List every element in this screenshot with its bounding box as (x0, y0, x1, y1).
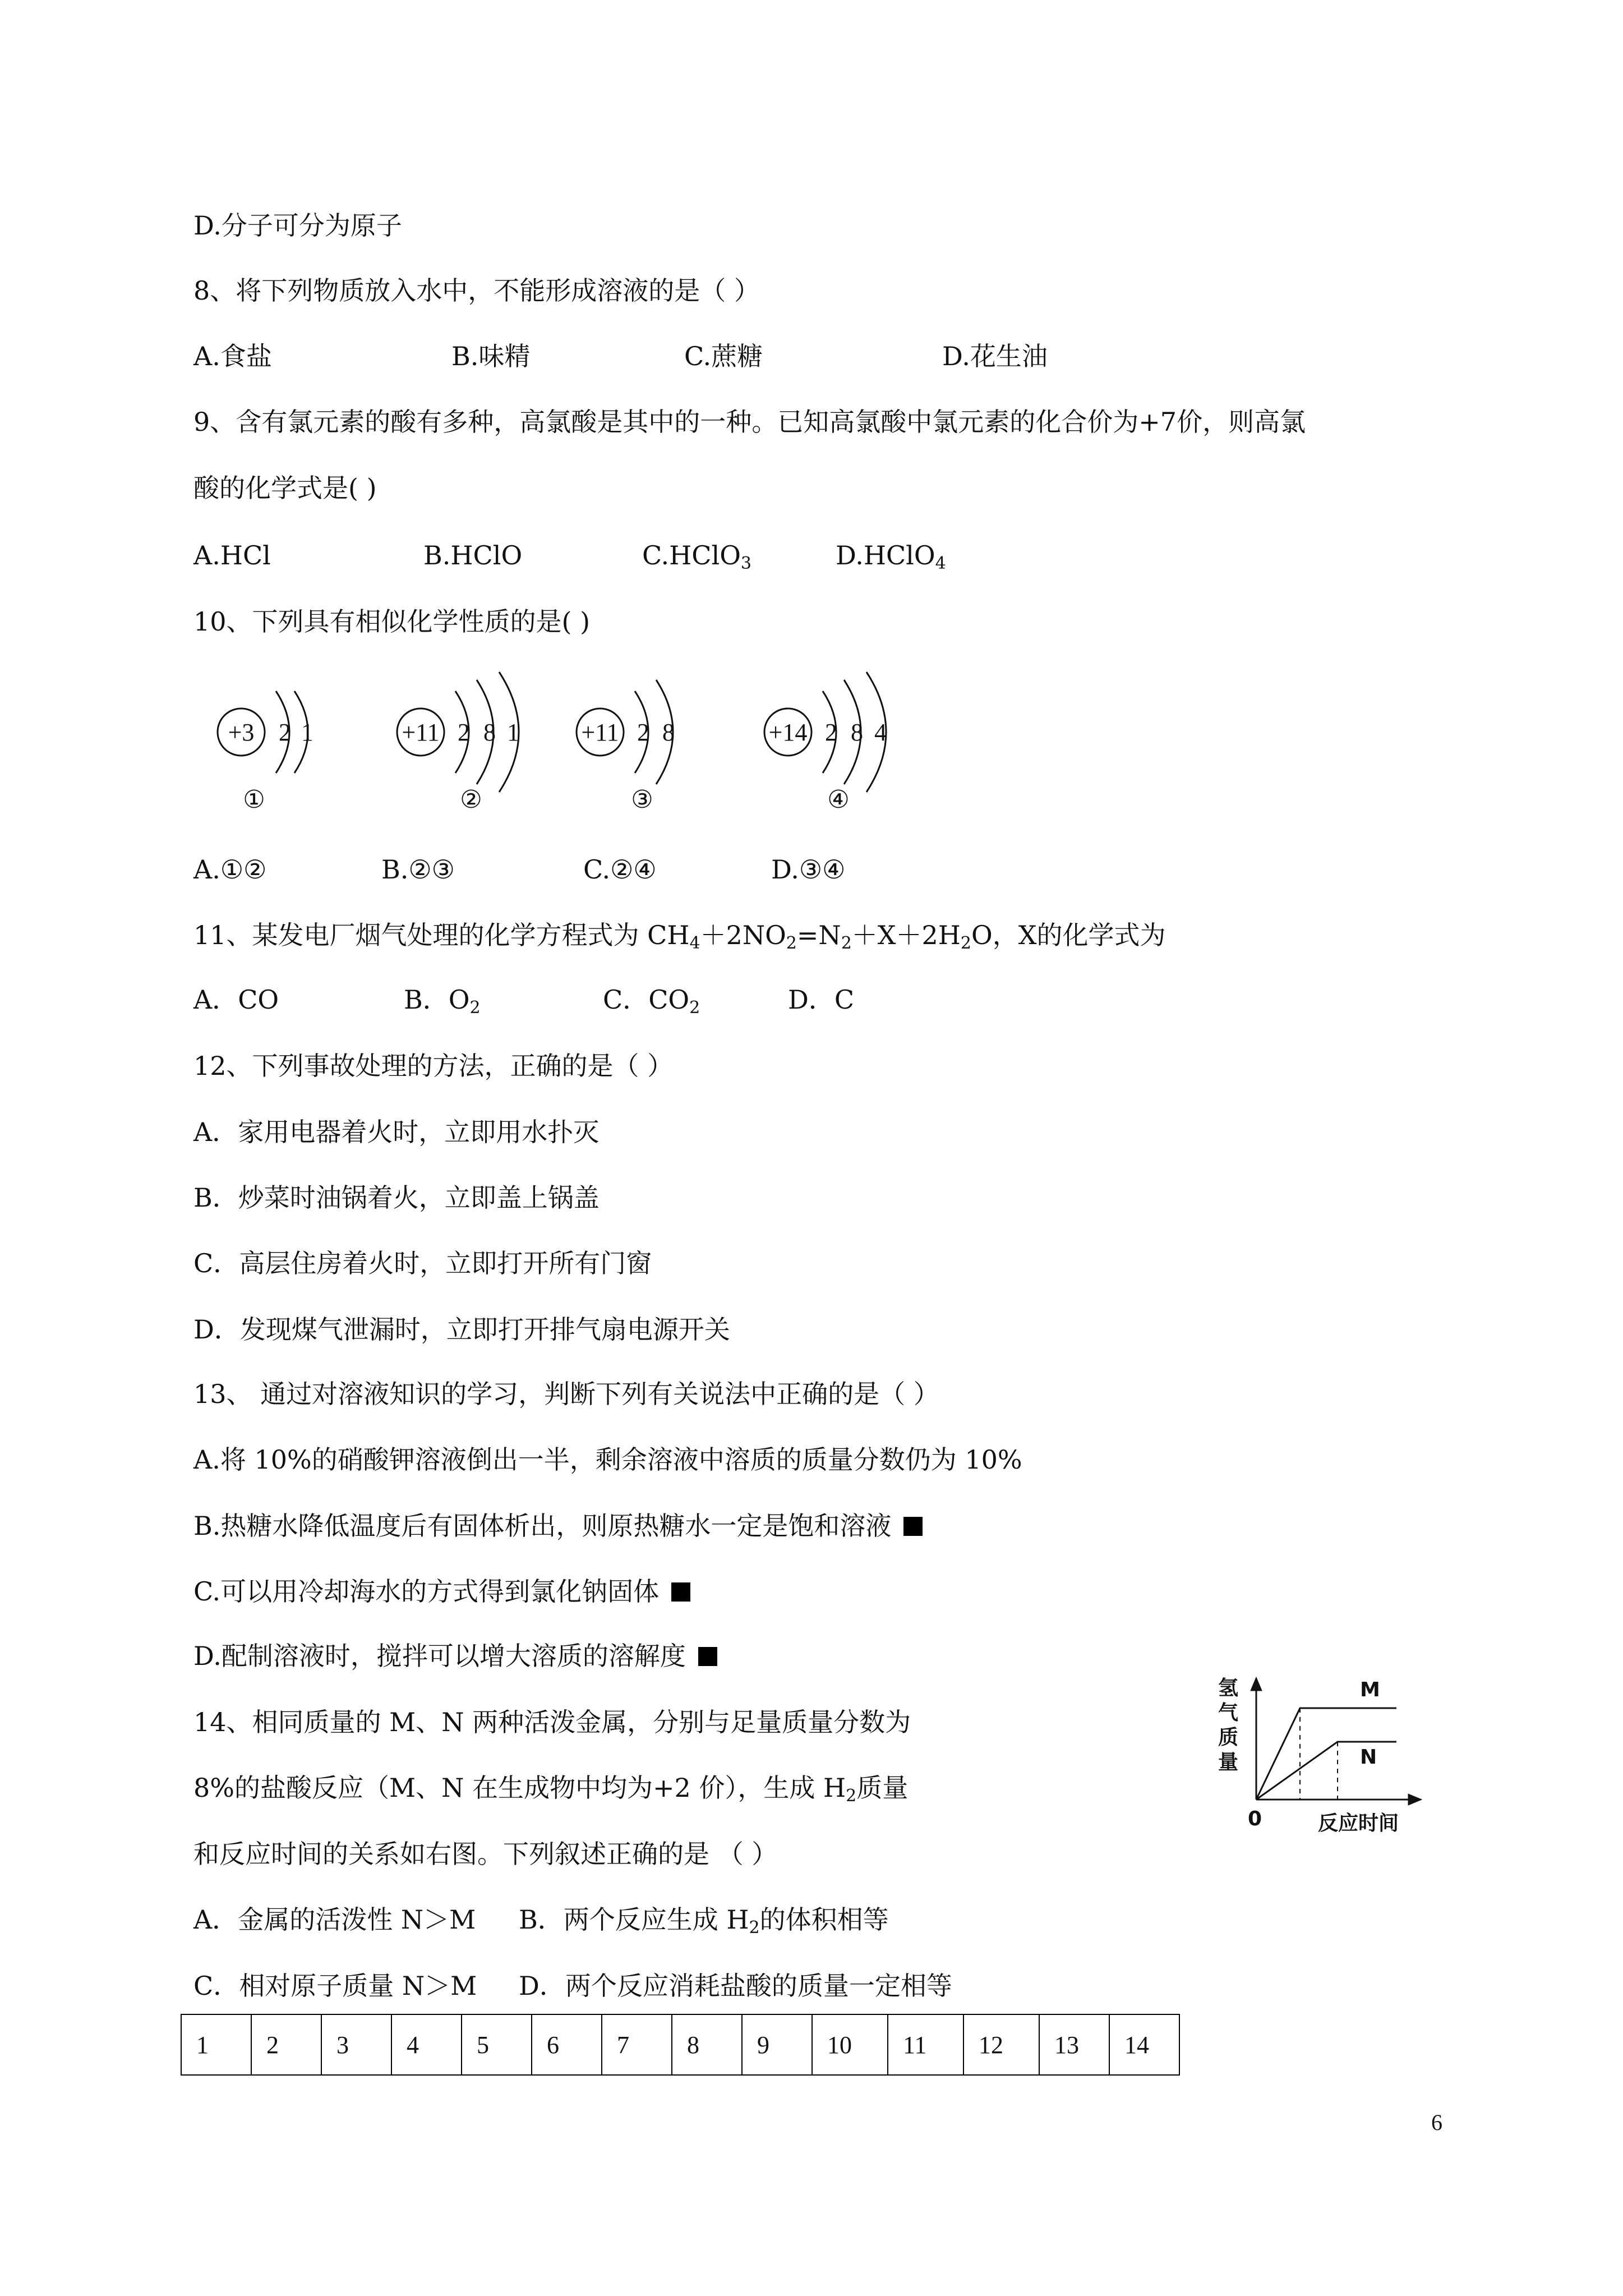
answer-cell-5[interactable]: 5 (462, 2014, 532, 2075)
q13-option-a: A.将 10%的硝酸钾溶液倒出一半，剩余溶液中溶质的质量分数仍为 10% (193, 1444, 1022, 1475)
q7-option-d: D.分子可分为原子 (193, 210, 402, 241)
answer-cell-1[interactable]: 1 (181, 2014, 251, 2075)
q14-option-c: C．相对原子质量 N＞M (193, 1971, 477, 2001)
q9-stem-line2: 酸的化学式是( ) (193, 473, 377, 503)
atom-diagram-3 (577, 680, 675, 813)
atom-4-label: ④ (827, 786, 850, 813)
q10-option-c: C.②④ (583, 854, 657, 885)
atom-2-label: ② (460, 786, 482, 813)
atom-2-shell-1: 2 (458, 719, 470, 746)
q12-option-d: D．发现煤气泄漏时，立即打开排气扇电源开关 (193, 1314, 730, 1345)
atom-diagram-2 (397, 672, 519, 813)
q10-stem: 10、下列具有相似化学性质的是( ) (193, 606, 591, 637)
atom-4-shell-2: 8 (851, 719, 863, 746)
graph-origin: 0 (1248, 1807, 1262, 1830)
q8-option-a: A.食盐 (193, 341, 272, 371)
graph-xlabel: 反应时间 (1318, 1812, 1399, 1835)
q14-stem-line2: 8%的盐酸反应（M、N 在生成物中均为+2 价），生成 $H_2$质量 (193, 1773, 909, 1806)
atom-3-nucleus: +11 (581, 719, 619, 746)
atom-2-shell-3: 1 (507, 719, 519, 746)
q14-stem-line1: 14、相同质量的 M、N 两种活泼金属，分别与足量质量分数为 (193, 1707, 911, 1737)
atom-diagram-1 (218, 691, 313, 813)
q10-option-a: A.①② (193, 854, 267, 885)
atom-1-shell-2: 1 (301, 719, 313, 746)
q12-stem: 12、下列事故处理的方法，正确的是（ ） (193, 1051, 674, 1081)
graph-ylabel: 氢气质量 (1218, 1677, 1239, 1774)
black-square-mark (698, 1647, 717, 1666)
graph-label-m: M (1360, 1678, 1380, 1701)
q13-stem: 13、 通过对溶液知识的学习，判断下列有关说法中正确的是（ ） (193, 1379, 939, 1409)
answer-table-row (181, 2014, 1179, 2075)
atom-4-shell-3: 4 (874, 719, 887, 746)
q11-option-b: B．$O_2$ (404, 984, 481, 1018)
hydrogen-mass-graph (1251, 1677, 1422, 1805)
q11-option-a: A．CO (193, 984, 279, 1015)
q9-option-c: C.HClO$_3$ (642, 540, 752, 573)
answer-cell-8[interactable]: 8 (672, 2014, 742, 2075)
q8-option-c: C.蔗糖 (684, 341, 763, 371)
atom-3-label: ③ (631, 786, 653, 813)
q14-option-a: A．金属的活泼性 N＞M (193, 1904, 476, 1935)
graph-label-n: N (1360, 1746, 1377, 1769)
atom-diagram-4 (764, 672, 887, 813)
q11-option-d: D．C (788, 984, 855, 1015)
q14-option-d: D．两个反应消耗盐酸的质量一定相等 (519, 1971, 952, 2001)
q10-option-b: B.②③ (381, 854, 455, 885)
answer-cell-3[interactable]: 3 (321, 2014, 391, 2075)
q13-option-d: D.配制溶液时，搅拌可以增大溶质的溶解度 (193, 1639, 717, 1673)
q8-option-b: B.味精 (451, 341, 531, 371)
q14-stem-line3: 和反应时间的关系如右图。下列叙述正确的是 （ ） (193, 1839, 778, 1869)
q12-option-b: B．炒菜时油锅着火，立即盖上锅盖 (193, 1182, 600, 1213)
q9-option-d: D.HClO$_4$ (836, 540, 946, 573)
answer-cell-14[interactable]: 14 (1109, 2014, 1179, 2075)
q12-option-c: C．高层住房着火时，立即打开所有门窗 (193, 1248, 652, 1278)
page-number: 6 (1431, 2110, 1442, 2135)
q8-stem: 8、将下列物质放入水中，不能形成溶液的是（ ） (193, 275, 760, 306)
q13-option-c: C.可以用冷却海水的方式得到氯化钠固体 (193, 1575, 690, 1608)
atom-1-shell-1: 2 (279, 719, 291, 746)
q10-option-d: D.③④ (771, 854, 846, 885)
q11-option-c: C．$CO_2$ (603, 984, 700, 1018)
atom-3-shell-2: 8 (662, 719, 675, 746)
atom-1-label: ① (243, 786, 265, 813)
answer-cell-6[interactable]: 6 (532, 2014, 602, 2075)
q12-option-a: A．家用电器着火时，立即用水扑灭 (193, 1117, 600, 1147)
q9-option-b: B.HClO (423, 540, 523, 570)
atom-4-nucleus: +14 (768, 719, 808, 746)
q9-option-a: A.HCl (193, 540, 271, 570)
q8-option-d: D.花生油 (942, 341, 1048, 371)
black-square-mark (903, 1517, 923, 1536)
q9-stem-line1: 9、含有氯元素的酸有多种，高氯酸是其中的一种。已知高氯酸中氯元素的化合价为+7价，则高氯 (193, 407, 1306, 437)
q11-stem: 11、某发电厂烟气处理的化学方程式为 $CH_4+2NO_2=N_2+X+2H_2O$，X的化学式为 (193, 920, 1166, 953)
atom-2-nucleus: +11 (402, 719, 440, 746)
answer-cell-9[interactable]: 9 (742, 2014, 812, 2075)
answer-table (181, 2014, 1180, 2076)
answer-cell-11[interactable]: 11 (888, 2014, 963, 2075)
answer-cell-2[interactable]: 2 (251, 2014, 321, 2075)
answer-cell-7[interactable]: 7 (602, 2014, 672, 2075)
atom-2-shell-2: 8 (483, 719, 496, 746)
atom-4-shell-1: 2 (825, 719, 837, 746)
black-square-mark (671, 1582, 690, 1602)
answer-cell-13[interactable]: 13 (1039, 2014, 1109, 2075)
atom-3-shell-1: 2 (637, 719, 649, 746)
answer-cell-10[interactable]: 10 (812, 2014, 888, 2075)
q13-option-b: B.热糖水降低温度后有固体析出，则原热糖水一定是饱和溶液 (193, 1509, 923, 1543)
atom-1-nucleus: +3 (228, 719, 255, 746)
answer-cell-12[interactable]: 12 (963, 2014, 1039, 2075)
answer-cell-4[interactable]: 4 (391, 2014, 462, 2075)
q14-option-b: B．两个反应生成 $H_2$的体积相等 (519, 1904, 889, 1938)
